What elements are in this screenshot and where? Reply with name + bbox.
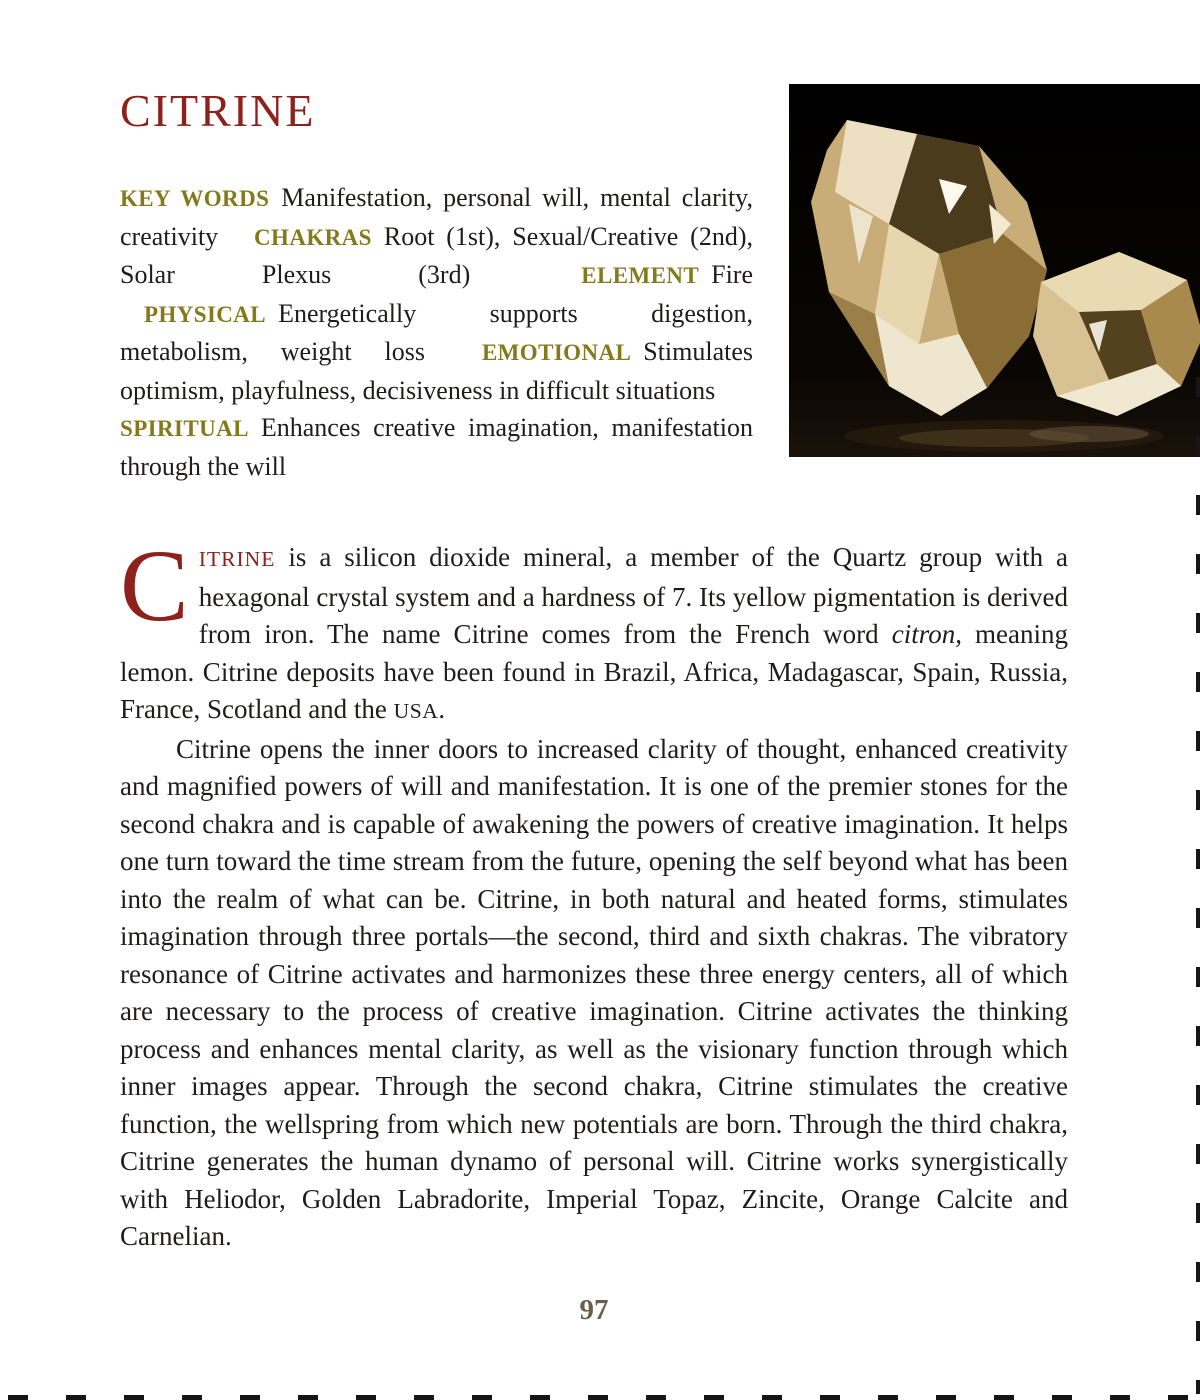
keyword-label: KEY WORDS: [120, 186, 270, 211]
keyword-label: SPIRITUAL: [120, 416, 249, 441]
page-edge-marks-right: [1196, 377, 1200, 1394]
keyword-label: ELEMENT: [581, 263, 700, 288]
keyword-value: Manifestation, personal will, mental clarity, creativity: [120, 183, 753, 251]
crystal-illustration: [789, 84, 1200, 457]
paragraph-main: Citrine opens the inner doors to increased clarity of thought, enhanced creativity and magnified powers of will and manifestation. It is one of the premier stones for the second chakra and is capable of awakening the powers of creative imagination. It helps one turn toward the time stream from the future, opening the self beyond what has been into the realm of what can be. Citrine, in both natural and heated forms, stimulates imagination through three portals—the second, third and sixth chakras. The vibratory resonance of Citrine activates and harmonizes these three energy centers, all of which are necessary to the process of creative imagination. Citrine activates the thinking process and enhances mental clarity, as well as the visionary function through which inner images appear. Through the second chakra, Citrine stimulates the creative function, the wellspring from which new potentials are born. Through the third chakra, Citrine generates the human dynamo of personal will. Citrine works synergistically with Heliodor, Golden Labradorite, Imperial Topaz, Zincite, Orange Calcite and Carnelian.: [120, 733, 1068, 1251]
drop-cap: C: [120, 529, 189, 643]
keyword-label: PHYSICAL: [144, 301, 267, 327]
body-text: [120, 529, 1068, 1256]
smallcaps-usa: USA: [393, 699, 439, 723]
keyword-value: Energetically supports digestion, metabolism, weight loss: [120, 298, 753, 366]
italic-citron: citron,: [891, 619, 962, 649]
keyword-item: [557, 260, 753, 289]
page-number: 97: [579, 1294, 609, 1326]
page-title: CITRINE: [120, 85, 316, 136]
keyword-label: EMOTIONAL: [481, 340, 632, 365]
paragraph-intro: [120, 529, 1068, 731]
keyword-value: Fire: [711, 260, 754, 289]
keyword-label: CHAKRAS: [254, 224, 372, 250]
page-edge-marks-bottom: [8, 1395, 1200, 1400]
keyword-value: Root (1st), Sexual/Creative (2nd), Solar Plexus (3rd): [120, 221, 753, 289]
intro-text: is a silicon dioxide mineral, a member of the Quartz group with a hexagonal crystal system and a hardness of 7. Its yellow pigmentation is derived from iron. The name Citrine comes from the French word: [198, 542, 1068, 649]
lead-smallcaps: ITRINE: [198, 547, 276, 571]
citrine-photo: [789, 84, 1200, 457]
page-content: [0, 84, 1200, 1256]
intro-text: .: [438, 694, 446, 724]
keyword-value: Enhances creative imagination, manifestation through the will: [120, 413, 753, 481]
keyword-value: Stimulates optimism, playfulness, decisiveness in difficult situations: [120, 337, 754, 405]
intro-text: meaning lemon. Citrine deposits have been found in Brazil, Africa, Madagascar, Spain, Russia, France, Scotland and the: [120, 619, 1068, 724]
keyword-item: [120, 413, 753, 481]
